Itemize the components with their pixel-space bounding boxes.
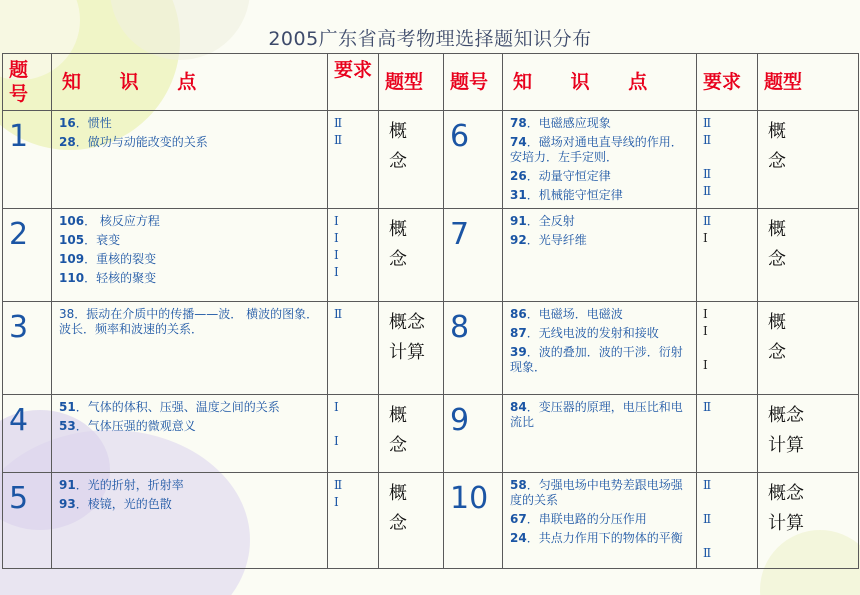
knowledge-code: 58 — [510, 478, 527, 492]
knowledge-point — [59, 135, 321, 150]
knowledge-code: 92 — [510, 233, 527, 247]
header-req-left: 要求 — [328, 54, 379, 111]
knowledge-text: ．光的折射，折射率 — [75, 478, 184, 492]
header-row — [3, 54, 859, 111]
knowledge-text: ．波的叠加．波的干涉．衍射现象． — [510, 345, 683, 374]
requirement-cell — [328, 209, 379, 302]
page-title: 2005广东省高考物理选择题知识分布 — [268, 28, 592, 50]
knowledge-point — [59, 307, 321, 337]
knowledge-code: 106 — [59, 214, 85, 228]
question-type-line: 念 — [389, 151, 407, 172]
question-type-line: 念 — [389, 513, 407, 534]
question-type-cell — [379, 302, 444, 395]
question-type-line: 念 — [768, 151, 786, 172]
requirement-level — [334, 416, 378, 433]
question-type-cell — [758, 111, 859, 209]
knowledge-point — [510, 531, 690, 546]
requirement-cell — [328, 395, 379, 473]
question-type-line: 念 — [389, 249, 407, 270]
knowledge-text: ．惯性 — [75, 116, 112, 130]
knowledge-text: ． 核反应方程 — [84, 214, 160, 228]
question-type-line: 计算 — [389, 342, 425, 363]
requirement-level: I — [334, 214, 339, 228]
knowledge-point — [59, 252, 321, 267]
requirement-level: I — [334, 400, 339, 414]
question-type-line: 念 — [389, 435, 407, 456]
table-row — [3, 111, 859, 209]
knowledge-text: ．气体压强的微观意义 — [75, 419, 196, 433]
knowledge-point — [510, 307, 690, 322]
question-type-line: 概念 — [389, 312, 425, 333]
header-req-right: 要求 — [697, 54, 758, 111]
question-number-cell — [3, 111, 52, 209]
requirement-level: Ⅱ — [334, 133, 343, 147]
knowledge-point — [510, 135, 690, 165]
header-knowledge-right: 知 识 点 — [503, 54, 697, 111]
question-type-line: 概 — [768, 312, 786, 333]
knowledge-code: 51 — [59, 400, 76, 414]
knowledge-point — [510, 214, 690, 229]
requirement-level: I — [334, 434, 339, 448]
question-number-cell — [3, 209, 52, 302]
knowledge-code: 28 — [59, 135, 76, 149]
requirement-level — [703, 528, 757, 545]
question-type-cell — [379, 473, 444, 569]
knowledge-code: 109 — [59, 252, 85, 266]
knowledge-points-cell — [52, 473, 328, 569]
question-type-line: 概 — [389, 483, 407, 504]
question-type-line: 概 — [768, 219, 786, 240]
table-row — [3, 209, 859, 302]
question-type-cell — [758, 209, 859, 302]
knowledge-point — [510, 478, 690, 508]
header-num-left: 题号 — [3, 54, 52, 111]
knowledge-point — [59, 497, 321, 512]
question-number-cell — [444, 395, 503, 473]
knowledge-point — [59, 419, 321, 434]
question-type-line: 概 — [768, 121, 786, 142]
question-number: 3 — [9, 310, 29, 345]
knowledge-text: ．光导纤维 — [526, 233, 587, 247]
knowledge-code: 91 — [59, 478, 76, 492]
requirement-cell — [697, 473, 758, 569]
knowledge-code: 110 — [59, 271, 85, 285]
requirement-level — [703, 340, 757, 357]
knowledge-code: 16 — [59, 116, 76, 130]
knowledge-point — [59, 400, 321, 415]
question-number: 8 — [450, 310, 470, 345]
header-knowledge-left: 知 识 点 — [52, 54, 328, 111]
requirement-level: I — [334, 248, 339, 262]
question-type-line: 概念 — [768, 405, 804, 426]
requirement-level: Ⅱ — [334, 478, 343, 492]
knowledge-distribution-table — [2, 53, 859, 569]
requirement-level: Ⅱ — [703, 400, 712, 414]
question-number-cell — [3, 395, 52, 473]
knowledge-text: ．变压器的原理，电压比和电流比 — [510, 400, 683, 429]
header-num-right: 题号 — [444, 54, 503, 111]
question-type-line: 概 — [389, 405, 407, 426]
knowledge-text: ．轻核的聚变 — [84, 271, 157, 285]
knowledge-point — [510, 116, 690, 131]
knowledge-code: 84 — [510, 400, 527, 414]
knowledge-points-cell — [503, 209, 697, 302]
knowledge-code: 53 — [59, 419, 76, 433]
knowledge-points-cell — [503, 111, 697, 209]
table-row — [3, 302, 859, 395]
knowledge-text: 38．振动在介质中的传播——波． 横波的图象．波长．频率和波速的关系． — [59, 307, 319, 336]
requirement-level: I — [703, 358, 708, 372]
table-row — [3, 395, 859, 473]
header-type-right: 题型 — [758, 54, 859, 111]
knowledge-point — [59, 233, 321, 248]
question-number: 5 — [9, 481, 29, 516]
knowledge-points-cell — [503, 473, 697, 569]
knowledge-points-cell — [52, 395, 328, 473]
question-type-cell — [379, 209, 444, 302]
question-number: 4 — [9, 403, 29, 438]
knowledge-code: 31 — [510, 188, 527, 202]
requirement-level: I — [703, 324, 708, 338]
knowledge-point — [510, 188, 690, 203]
knowledge-point — [59, 478, 321, 493]
requirement-cell — [697, 209, 758, 302]
question-type-line: 概念 — [768, 483, 804, 504]
requirement-level: Ⅱ — [334, 307, 343, 321]
requirement-cell — [328, 111, 379, 209]
requirement-level: Ⅱ — [703, 478, 712, 492]
knowledge-point — [510, 169, 690, 184]
question-number: 2 — [9, 217, 29, 252]
knowledge-text: ．电磁场．电磁波 — [526, 307, 623, 321]
question-number: 6 — [450, 119, 470, 154]
knowledge-point — [510, 512, 690, 527]
knowledge-text: ．做功与动能改变的关系 — [75, 135, 208, 149]
question-type-line: 念 — [768, 249, 786, 270]
question-type-line: 计算 — [768, 435, 804, 456]
knowledge-text: ．共点力作用下的物体的平衡 — [526, 531, 683, 545]
knowledge-code: 87 — [510, 326, 527, 340]
requirement-level: I — [703, 231, 708, 245]
knowledge-code: 39 — [510, 345, 527, 359]
requirement-cell — [328, 302, 379, 395]
question-number-cell — [444, 111, 503, 209]
question-type-line: 概 — [389, 219, 407, 240]
table-row — [3, 473, 859, 569]
knowledge-point — [59, 214, 321, 229]
knowledge-point — [510, 233, 690, 248]
requirement-level: Ⅱ — [703, 184, 712, 198]
question-type-line: 概 — [389, 121, 407, 142]
knowledge-point — [510, 400, 690, 430]
requirement-level: I — [334, 231, 339, 245]
knowledge-points-cell — [52, 302, 328, 395]
knowledge-point — [59, 116, 321, 131]
knowledge-point — [59, 271, 321, 286]
requirement-level: Ⅱ — [703, 133, 712, 147]
requirement-level: Ⅱ — [703, 214, 712, 228]
question-type-line: 计算 — [768, 513, 804, 534]
question-number: 1 — [9, 119, 29, 154]
requirement-cell — [697, 395, 758, 473]
requirement-level — [703, 494, 757, 511]
knowledge-text: ．重核的裂变 — [84, 252, 157, 266]
knowledge-code: 67 — [510, 512, 527, 526]
knowledge-point — [510, 345, 690, 375]
knowledge-text: ．无线电波的发射和接收 — [526, 326, 659, 340]
knowledge-code: 93 — [59, 497, 76, 511]
question-type-line: 念 — [768, 342, 786, 363]
question-type-cell — [758, 302, 859, 395]
knowledge-text: ．衰变 — [84, 233, 121, 247]
knowledge-code: 74 — [510, 135, 527, 149]
question-number: 9 — [450, 403, 470, 438]
knowledge-code: 26 — [510, 169, 527, 183]
knowledge-text: ．电磁感应现象 — [526, 116, 611, 130]
knowledge-points-cell — [503, 395, 697, 473]
question-number: 7 — [450, 217, 470, 252]
knowledge-points-cell — [52, 209, 328, 302]
requirement-level: I — [703, 307, 708, 321]
requirement-level: Ⅱ — [703, 546, 712, 560]
knowledge-code: 105 — [59, 233, 85, 247]
knowledge-text: ．串联电路的分压作用 — [526, 512, 647, 526]
knowledge-points-cell — [503, 302, 697, 395]
requirement-level: Ⅱ — [703, 116, 712, 130]
knowledge-code: 86 — [510, 307, 527, 321]
question-number-cell — [3, 473, 52, 569]
knowledge-code: 24 — [510, 531, 527, 545]
question-number: 10 — [450, 481, 489, 516]
requirement-level: Ⅱ — [334, 116, 343, 130]
knowledge-text: ．动量守恒定律 — [526, 169, 611, 183]
requirement-level — [703, 149, 757, 166]
header-type-left: 题型 — [379, 54, 444, 111]
question-type-cell — [379, 111, 444, 209]
knowledge-point — [510, 326, 690, 341]
knowledge-text: ．全反射 — [526, 214, 575, 228]
knowledge-text: ．气体的体积、压强、温度之间的关系 — [75, 400, 280, 414]
knowledge-points-cell — [52, 111, 328, 209]
question-number-cell — [444, 209, 503, 302]
knowledge-text: ．机械能守恒定律 — [526, 188, 623, 202]
question-type-cell — [758, 395, 859, 473]
requirement-level: I — [334, 495, 339, 509]
requirement-cell — [697, 302, 758, 395]
question-type-cell — [379, 395, 444, 473]
knowledge-code: 78 — [510, 116, 527, 130]
requirement-level: Ⅱ — [703, 512, 712, 526]
requirement-cell — [328, 473, 379, 569]
question-type-cell — [758, 473, 859, 569]
requirement-level: Ⅱ — [703, 167, 712, 181]
requirement-cell — [697, 111, 758, 209]
knowledge-code: 91 — [510, 214, 527, 228]
knowledge-text: ．匀强电场中电势差跟电场强度的关系 — [510, 478, 683, 507]
question-number-cell — [3, 302, 52, 395]
question-number-cell — [444, 473, 503, 569]
knowledge-text: ．棱镜，光的色散 — [75, 497, 172, 511]
knowledge-text: ．磁场对通电直导线的作用．安培力．左手定则． — [510, 135, 683, 164]
question-number-cell — [444, 302, 503, 395]
requirement-level: I — [334, 265, 339, 279]
